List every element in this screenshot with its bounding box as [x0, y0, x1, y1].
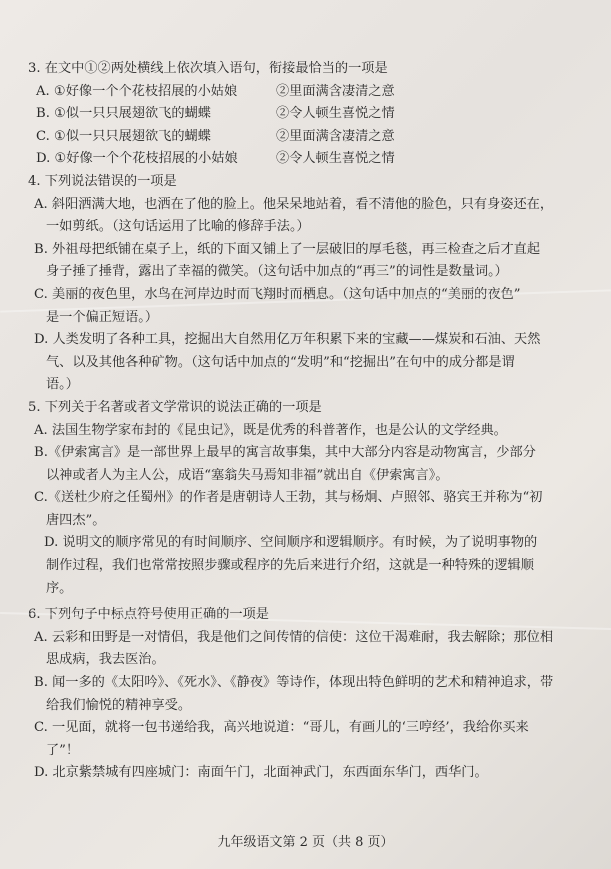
option-a-first: A. ①好像一个个花枝招展的小姑娘: [36, 83, 238, 99]
option-a-second: ②里面满含凄清之意: [276, 83, 395, 99]
q4-option-a-line-1: A. 斜阳洒满大地，也洒在了他的脸上。他呆呆地站着，看不清他的脸色，只有身姿还在，: [34, 196, 554, 212]
q6-option-d-line-1: D. 北京紫禁城有四座城门：南面午门，北面神武门，东西面东华门，西华门。: [34, 765, 488, 781]
q6-option-c-line-2: 了”！: [46, 742, 80, 758]
question-3: [28, 58, 589, 171]
q5-option-c-line-1: C.《送杜少府之任蜀州》的作者是唐朝诗人王勃，其与杨炯、卢照邻、骆宾王并称为“初: [34, 490, 543, 506]
question-4-title: 4. 下列说法错误的一项是: [28, 173, 177, 189]
option-d-first: D. ①好像一个个花枝招展的小姑娘: [36, 151, 238, 167]
q5-option-a-line-1: A. 法国生物学家布封的《昆虫记》，既是优秀的科普著作，也是公认的文学经典。: [34, 422, 507, 438]
q6-option-b-line-1: B. 闻一多的《太阳吟》、《死水》、《静夜》等诗作，体现出特色鲜明的艺术和精神追求，带: [34, 675, 554, 691]
option-b-second: ②令人顿生喜悦之情: [276, 106, 395, 122]
option-b-first: B. ①似一只只展翅欲飞的蝴蝶: [36, 106, 211, 122]
q5-option-d-line-3: 序。: [46, 580, 73, 596]
question-3-title: 3. 在文中①②两处横线上依次填入语句，衔接最恰当的一项是: [28, 61, 388, 76]
question-4: [28, 171, 589, 397]
q6-option-c-line-1: C. 一见面，就将一包书递给我，高兴地说道：“哥儿，有画儿的‘三哼经’，我给你买来: [34, 720, 529, 736]
q5-option-b-line-2: 以神或者人为主人公，成语“塞翁失马焉知非福”就出自《伊索寓言》。: [46, 467, 449, 483]
question-6: [28, 604, 589, 785]
q6-option-a-line-1: A. 云彩和田野是一对情侣，我是他们之间传情的信使：这位干渴难耐，我去解除；那位相: [34, 629, 554, 645]
q6-option-a-line-2: 思成病，我去医治。: [46, 652, 165, 668]
q4-option-b-line-2: 身子捶了捶背，露出了幸福的微笑。（这句话中加点的“再三”的词性是数量词。）: [46, 264, 508, 280]
option-c-first: C. ①似一只只展翅欲飞的蝴蝶: [36, 128, 211, 144]
q5-option-d-line-1: D. 说明文的顺序常见的有时间顺序、空间顺序和逻辑顺序。有时候，为了说明事物的: [44, 535, 538, 551]
q4-option-c-line-2: 是一个偏正短语。）: [46, 309, 159, 325]
q4-option-d-line-2: 气、以及其他各种矿物。（这句话中加点的“发明”和“挖掘出”在句中的成分都是谓: [46, 354, 515, 370]
q4-option-c-line-1: C. 美丽的夜色里，水鸟在河岸边时而飞翔时而栖息。（这句话中加点的“美丽的夜色”: [34, 286, 521, 302]
q5-option-b-line-1: B.《伊索寓言》是一部世界上最早的寓言故事集，其中大部分内容是动物寓言，少部分: [34, 445, 536, 461]
page-footer: 九年级语文第 2 页（共 8 页）: [217, 835, 394, 850]
option-c-second: ②里面满含凄清之意: [276, 128, 395, 144]
q4-option-b-line-1: B. 外祖母把纸铺在桌子上，纸的下面又铺上了一层破旧的厚毛毯，再三检查之后才直起: [34, 241, 541, 257]
q4-option-a-line-2: 一如剪纸。（这句话运用了比喻的修辞手法。）: [46, 219, 310, 235]
q4-option-d-line-1: D. 人类发明了各种工具，挖掘出大自然用亿万年积累下来的宝藏——煤炭和石油、天然: [34, 332, 541, 348]
q5-option-c-line-2: 唐四杰”。: [46, 512, 106, 528]
option-d-second: ②令人顿生喜悦之情: [276, 151, 395, 167]
q4-option-d-line-3: 语。）: [46, 377, 79, 393]
q6-option-b-line-2: 给我们愉悦的精神享受。: [46, 697, 192, 713]
question-3-options: [34, 81, 589, 171]
question-5-title: 5. 下列关于名著或者文学常识的说法正确的一项是: [28, 399, 322, 415]
q5-option-d-line-2: 制作过程，我们也常常按照步骤或程序的先后来进行介绍，这就是一种特殊的逻辑顺: [46, 558, 534, 574]
question-6-title: 6. 下列句子中标点符号使用正确的一项是: [28, 607, 269, 623]
question-5: [28, 397, 589, 600]
